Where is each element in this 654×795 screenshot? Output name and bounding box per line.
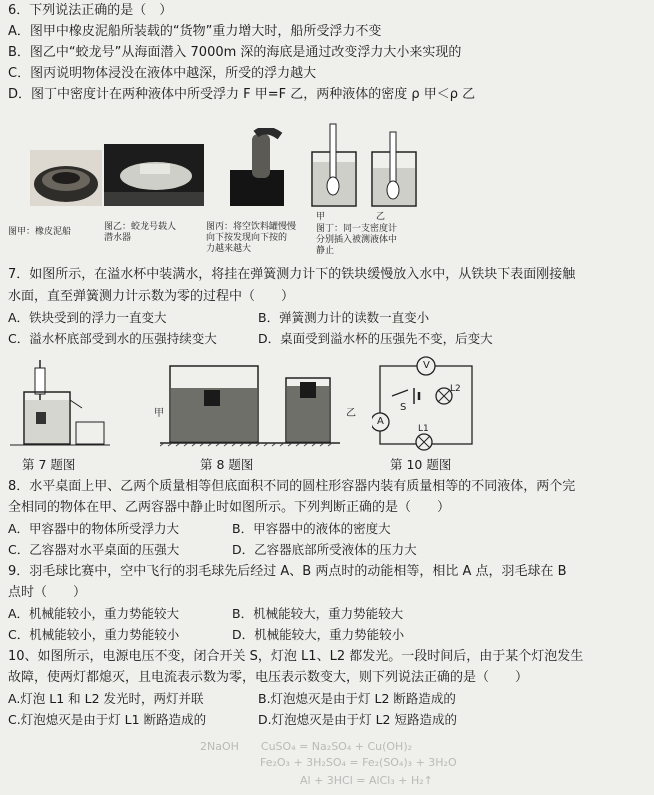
fig10-caption: 第 10 题图 — [390, 457, 452, 472]
q8-option-b: B．甲容器中的液体的密度大 — [232, 521, 391, 536]
plasticine-boat-photo — [30, 150, 102, 206]
q6-option-a: A．图甲中橡皮泥船所装载的“货物”重力增大时，船所受浮力不变 — [8, 24, 382, 39]
q6-option-d: D．图丁中密度计在两种液体中所受浮力 F 甲=F 乙，两种液体的密度 ρ 甲＜ρ 乙 — [8, 87, 476, 102]
caption-jia: 图甲：橡皮泥船 — [8, 227, 72, 237]
two-containers-figure — [160, 360, 340, 452]
circuit-diagram — [372, 356, 480, 456]
q7-option-c: C．溢水杯底部受到水的压强持续变大 — [8, 331, 217, 346]
q6-option-b: B．图乙中“蛟龙号”从海面潜入 7000m 深的海底是通过改变浮力大小来实现的 — [8, 45, 462, 60]
fig8-caption: 第 8 题图 — [200, 457, 254, 472]
fig8-label-jia: 甲 — [154, 408, 164, 419]
caption-ding: 图丁：同一支密度计 分别插入被测液体中 静止 — [316, 224, 398, 256]
q7-option-b: B．弹簧测力计的读数一直变小 — [258, 310, 430, 325]
fig8-label-yi: 乙 — [346, 408, 356, 419]
bleed-through-line-2: Fe₂O₃ + 3H₂SO₄ = Fe₂(SO₄)₃ + 3H₂O — [260, 756, 457, 769]
ammeter-label: A — [377, 416, 384, 427]
q10-option-d: D.灯泡熄灭是由于灯 L2 短路造成的 — [258, 712, 457, 727]
q9-option-c: C．机械能较小，重力势能较小 — [8, 627, 180, 642]
q9-option-a: A．机械能较小，重力势能较大 — [8, 606, 180, 621]
q8-option-a: A．甲容器中的物体所受浮力大 — [8, 521, 180, 536]
q9-stem-line2: 点时（ ） — [8, 585, 87, 600]
q6-stem: 6．下列说法正确的是（ ） — [8, 3, 173, 18]
lamp-l1-label: L1 — [418, 424, 429, 434]
overflow-cup-figure — [10, 360, 110, 450]
q8-stem-line2: 全相同的物体在甲、乙两容器中静止时如图所示。下列判断正确的是（ ） — [8, 500, 451, 515]
q7-stem-line2: 水面，直至弹簧测力计示数为零的过程中（ ） — [8, 289, 295, 304]
caption-bing: 图丙：将空饮料罐慢慢 向下按发现向下按的 力越来越大 — [206, 222, 297, 254]
q6-option-c: C．图丙说明物体浸没在液体中越深，所受的浮力越大 — [8, 66, 317, 81]
submersible-photo — [104, 144, 204, 206]
lamp-l2-label: L2 — [450, 384, 461, 394]
q10-option-b: B.灯泡熄灭是由于灯 L2 断路造成的 — [258, 691, 456, 706]
q8-option-d: D．乙容器底部所受液体的压力大 — [232, 542, 417, 557]
caption-ding-jia: 甲 — [316, 212, 326, 222]
drink-can-experiment-photo — [226, 128, 288, 208]
q10-option-c: C.灯泡熄灭是由于灯 L1 断路造成的 — [8, 712, 207, 727]
q7-option-d: D．桌面受到溢水杯的压强先不变，后变大 — [258, 331, 493, 346]
q8-stem-line1: 8．水平桌面上甲、乙两个质量相等但底面积不同的圆柱形容器内装有质量相等的不同液体，两个完 — [8, 479, 576, 494]
bleed-through-line-1: 2NaOH CuSO₄ = Na₂SO₄ + Cu(OH)₂ — [200, 740, 413, 753]
q9-stem-line1: 9．羽毛球比赛中，空中飞行的羽毛球先后经过 A、B 两点时的动能相等，相比 A 点，羽毛球在 B — [8, 564, 567, 579]
switch-label: S — [400, 402, 407, 413]
caption-ding-yi: 乙 — [376, 212, 386, 222]
q7-option-a: A．铁块受到的浮力一直变大 — [8, 310, 167, 325]
q7-stem-line1: 7．如图所示，在溢水杯中装满水，将挂在弹簧测力计下的铁块缓慢放入水中，从铁块下表面刚接触 — [8, 267, 576, 282]
hydrometer-beakers-figure — [306, 118, 426, 208]
bleed-through-line-3: Al + 3HCl = AlCl₃ + H₂↑ — [300, 774, 433, 787]
voltmeter-label: V — [423, 360, 430, 371]
q9-option-b: B．机械能较大，重力势能较大 — [232, 606, 404, 621]
q10-stem-line2: 故障，使两灯都熄灭，且电流表示数为零，电压表示数变大，则下列说法正确的是（ ） — [8, 670, 529, 685]
q10-option-a: A.灯泡 L1 和 L2 发光时，两灯并联 — [8, 691, 204, 706]
q9-option-d: D．机械能较大，重力势能较小 — [232, 627, 405, 642]
q10-stem-line1: 10、如图所示，电源电压不变，闭合开关 S，灯泡 L1、L2 都发光。一段时间后，由于某个灯泡发生 — [8, 649, 584, 664]
caption-yi: 图乙：蛟龙号载人 潜水器 — [104, 222, 177, 243]
q8-option-c: C．乙容器对水平桌面的压强大 — [8, 542, 180, 557]
fig7-caption: 第 7 题图 — [22, 457, 76, 472]
